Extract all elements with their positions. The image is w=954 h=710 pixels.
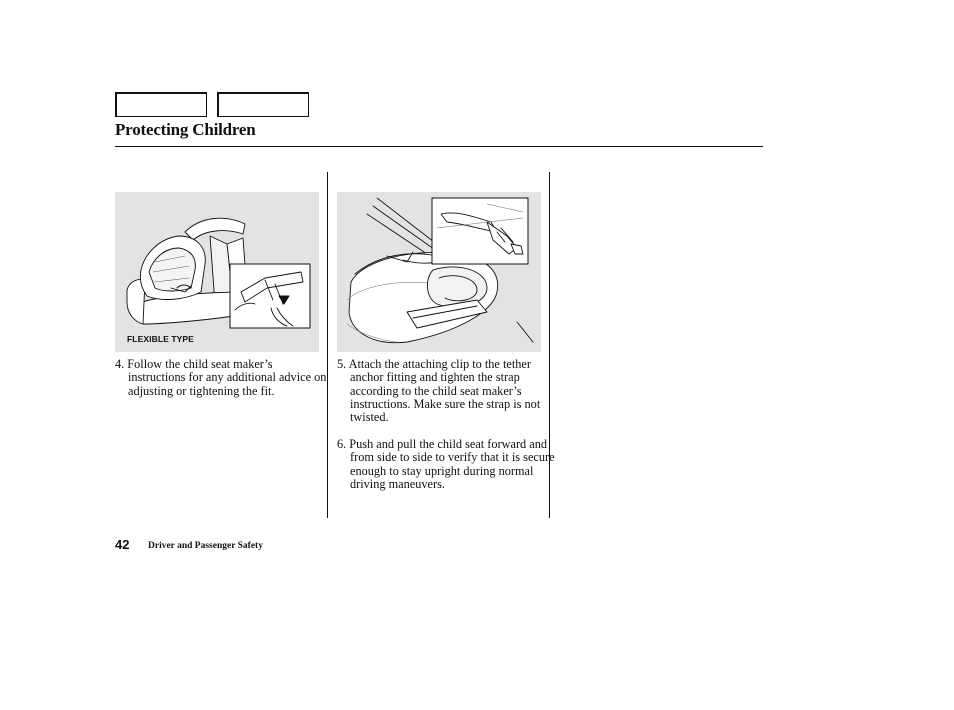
column-divider-1 [327, 172, 328, 518]
instruction-step-4: 4. Follow the child seat maker’s instructions for any additional advice on adjusting or tightening the fit. [115, 357, 327, 398]
tether-anchor-illustration [337, 192, 541, 352]
section-name: Driver and Passenger Safety [148, 541, 263, 551]
page-number: 42 [115, 537, 130, 552]
nav-tab-1[interactable] [115, 92, 207, 117]
instruction-step-6: 6. Push and pull the child seat forward and from side to side to verify that it is secure enough to stay upright during normal driving maneuvers. [337, 437, 555, 491]
title-divider [115, 146, 763, 147]
page-title: Protecting Children [115, 120, 256, 139]
nav-tab-2[interactable] [217, 92, 309, 117]
figure-caption: FLEXIBLE TYPE [127, 334, 194, 344]
instruction-step-5: 5. Attach the attaching clip to the tether anchor fitting and tighten the strap according to the child seat maker’s instructions. Make sure the strap is not twisted. [337, 357, 541, 425]
child-seat-illustration [115, 192, 319, 352]
